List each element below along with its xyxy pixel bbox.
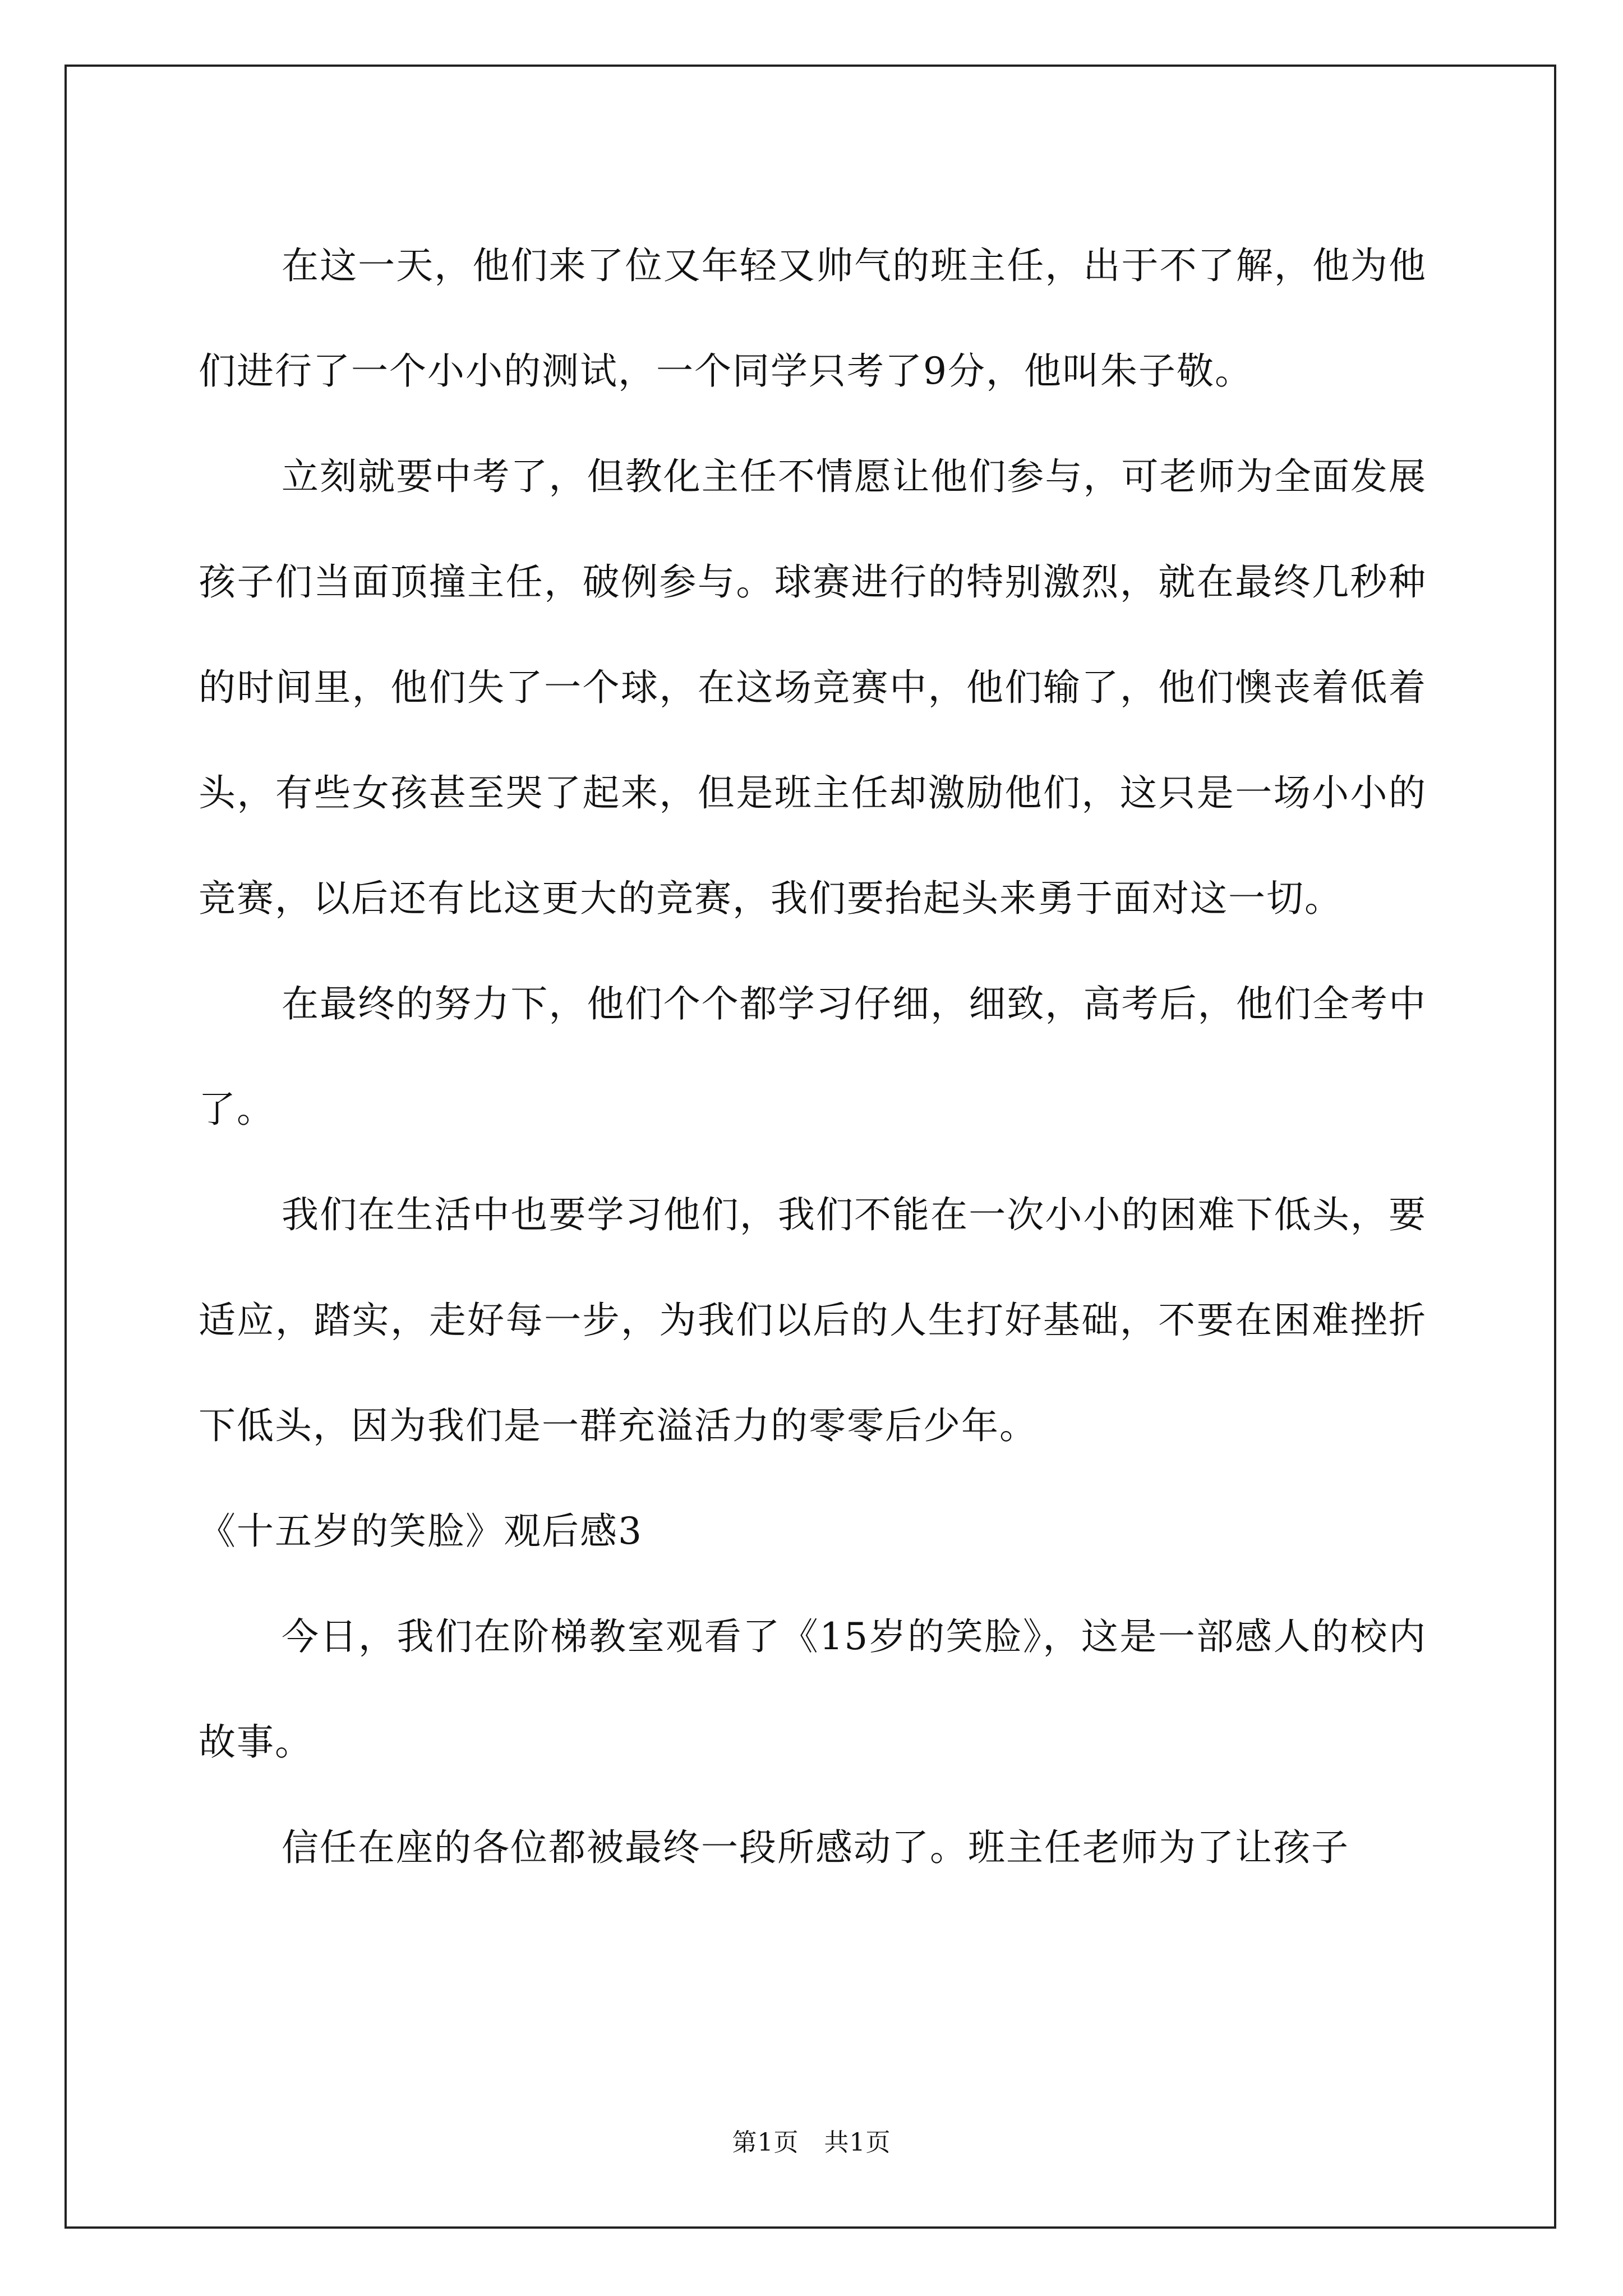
paragraph: 立刻就要中考了，但教化主任不情愿让他们参与，可老师为全面发展孩子们当面顶撞主任，破例参与。球赛进行的特别激烈，就在最终几秒种的时间里，他们失了一个球，在这场竞赛中，他们输了，他们懊丧着低着头，有些女孩甚至哭了起来，但是班主任却激励他们，这只是一场小小的竞赛，以后还有比这更大的竞赛，我们要抬起头来勇于面对这一切。 — [199, 455, 1427, 920]
paragraph: 信任在座的各位都被最终一段所感动了。班主任老师为了让孩子 — [282, 1826, 1349, 1869]
paragraph: 在最终的努力下，他们个个都学习仔细，细致，高考后，他们全考中了。 — [199, 982, 1427, 1131]
page-number-footer: 第1页 共1页 — [732, 2128, 891, 2157]
paragraph: 在这一天，他们来了位又年轻又帅气的班主任，出于不了解，他为他们进行了一个小小的测试，一个同学只考了9分，他叫朱子敬。 — [199, 244, 1427, 393]
paragraph: 我们在生活中也要学习他们，我们不能在一次小小的困难下低头，要适应，踏实，走好每一步，为我们以后的人生打好基础，不要在困难挫折下低头，因为我们是一群充溢活力的零零后少年。 — [199, 1193, 1427, 1447]
paragraph: 今日，我们在阶梯教室观看了《15岁的笑脸》，这是一部感人的校内故事。 — [199, 1615, 1427, 1764]
section-heading: 《十五岁的笑脸》观后感3 — [199, 1510, 643, 1553]
document-body — [199, 213, 1427, 1901]
